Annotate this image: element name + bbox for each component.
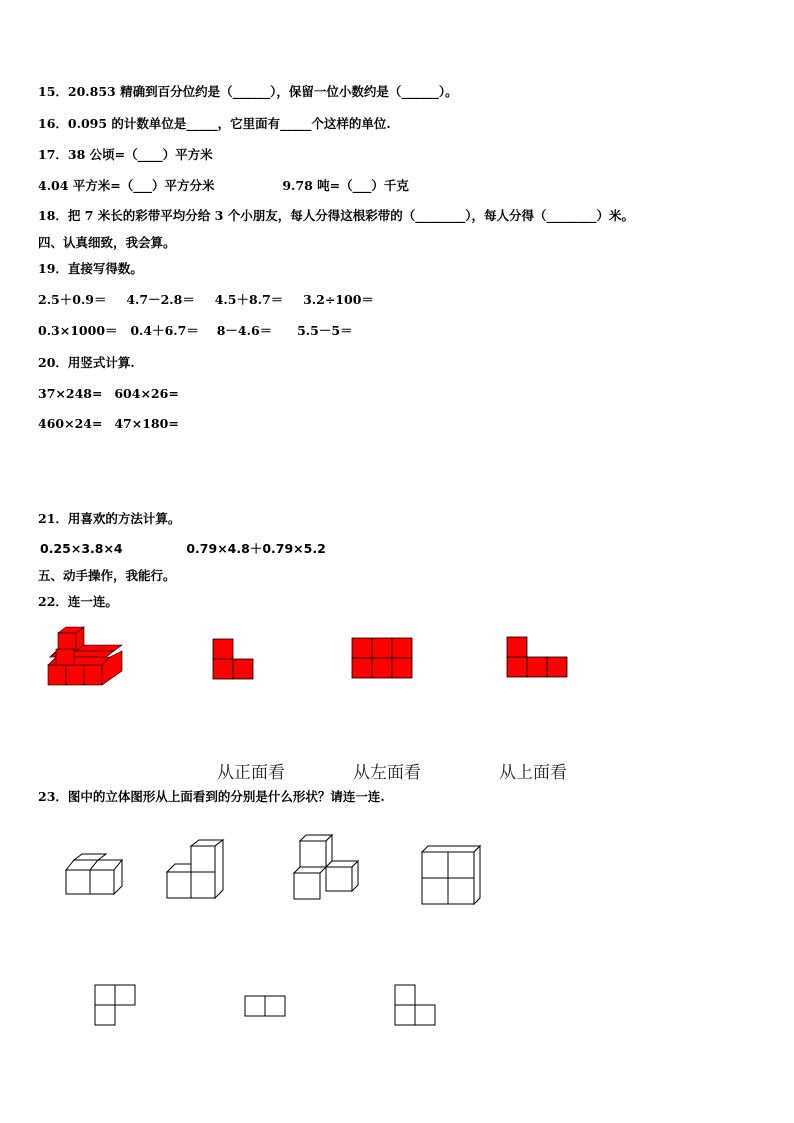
q19-item: 3.2÷100＝ (303, 292, 374, 307)
q19-item: 2.5＋0.9＝ (38, 292, 107, 307)
top-view-shape-2 (244, 995, 286, 1017)
section5-heading: 五、动手操作，我能行。 (38, 568, 176, 583)
q17b-row (38, 178, 409, 194)
red-l-shape-long (506, 636, 568, 678)
q23-text: 23．图中的立体图形从上面看到的分别是什么形状？请连一连. (38, 789, 385, 804)
q20-item: 47×180= (114, 416, 179, 431)
q20-text: 20．用竖式计算. (38, 355, 135, 370)
q16-text: 16．0.095 的计数单位是_____，它里面有_____个这样的单位. (38, 116, 391, 131)
q21-text: 21．用喜欢的方法计算。 (38, 511, 181, 526)
red-l-shape-small (212, 638, 254, 680)
q22-text: 22．连一连。 (38, 594, 118, 609)
q19-item: 0.3×1000＝ (38, 323, 118, 338)
section4-heading: 四、认真细致，我会算。 (38, 235, 176, 250)
top-view-shape-1 (94, 984, 136, 1026)
q21-expr: 0.79×4.8＋0.79×5.2 (186, 541, 326, 556)
q19-text: 19．直接写得数。 (38, 261, 143, 276)
view-label-front: 从正面看 (217, 763, 285, 783)
top-view-shape-3 (394, 984, 436, 1026)
q17b-a: 4.04 平方米=（___）平方分米 (38, 178, 215, 193)
cube-figure-3 (292, 833, 360, 901)
q17b-b: 9.78 吨=（___）千克 (282, 178, 409, 193)
q19-row-1 (38, 292, 374, 308)
q19-item: 0.4＋6.7＝ (130, 323, 199, 338)
q17-text: 17．38 公顷=（____）平方米 (38, 147, 213, 162)
q19-item: 5.5－5＝ (297, 323, 353, 338)
q19-item: 8－4.6＝ (216, 323, 273, 338)
q20-item: 604×26= (114, 386, 179, 401)
q20-row-2 (38, 416, 179, 432)
q19-row-2 (38, 323, 353, 339)
red-grid-2x3 (351, 637, 413, 679)
q21-exprs (40, 541, 326, 557)
q21-expr: 0.25×3.8×4 (40, 541, 123, 556)
q18-text: 18．把 7 米长的彩带平均分给 3 个小朋友，每人分得这根彩带的（________），每人分得（________）米。 (38, 208, 634, 223)
view-label-left: 从左面看 (353, 763, 421, 783)
red-cube-solid-figure (46, 627, 126, 687)
q20-item: 37×248= (38, 386, 103, 401)
cube-figure-4 (420, 844, 482, 906)
q15-text: 15．20.853 精确到百分位约是（______），保留一位小数约是（______）。 (38, 84, 458, 99)
q19-item: 4.5＋8.7＝ (214, 292, 284, 307)
cube-figure-2 (165, 838, 225, 900)
view-label-top: 从上面看 (499, 763, 567, 783)
q19-item: 4.7－2.8＝ (126, 292, 195, 307)
q20-row-1 (38, 386, 179, 402)
cube-figure-1 (64, 852, 128, 896)
q20-item: 460×24= (38, 416, 103, 431)
